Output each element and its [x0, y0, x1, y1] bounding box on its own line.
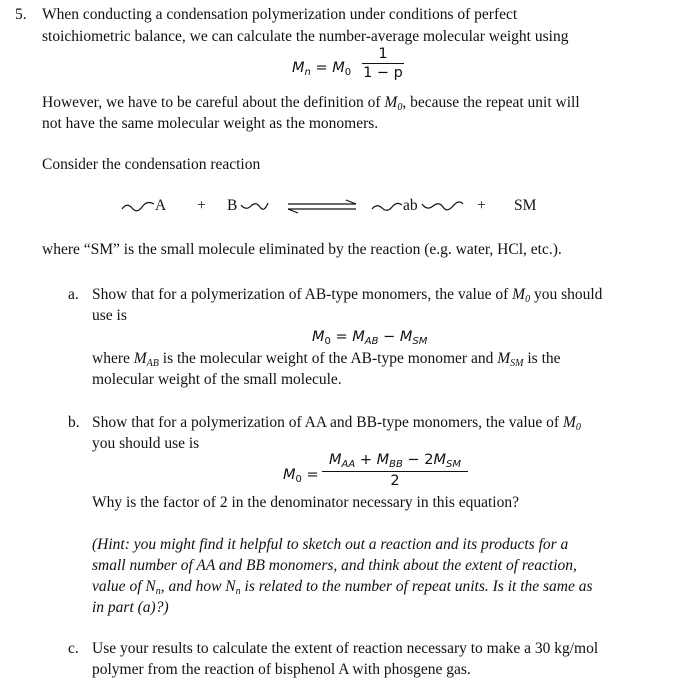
polymer-chain-squiggle-icon [421, 200, 465, 214]
fraction-numerator: $M_{AA} + M_{BB} - 2M_{SM}$ [329, 452, 461, 470]
hint-line-1: (Hint: you might find it helpful to sketch out a reaction and its products for a [92, 536, 569, 553]
part-b-why: Why is the factor of 2 in the denominator necessary in this equation? [92, 494, 519, 511]
hint-line-4: in part (a)?) [92, 599, 169, 616]
part-c-line-1: Use your results to calculate the extent of reaction necessary to make a 30 kg/mol [92, 640, 599, 657]
polymer-chain-squiggle-icon [370, 200, 404, 214]
plus-sign: + [477, 197, 486, 214]
part-b-line-1: Show that for a polymerization of AA and BB-type monomers, the value of $M_0$ [92, 414, 581, 433]
part-a-where-line: where $M_{AB}$ is the molecular weight of the AB-type monomer and $M_{SM}$ is the [92, 350, 561, 369]
fraction-denominator: 2 [390, 473, 400, 489]
where-sm-text: where “SM” is the small molecule eliminated by the reaction (e.g. water, HCl, etc.). [42, 241, 562, 258]
part-c-line-2: polymer from the reaction of bisphenol A with phosgene gas. [92, 661, 471, 678]
intro-line-1: When conducting a condensation polymerization under conditions of perfect [42, 6, 518, 23]
equation-mn-fraction [362, 46, 404, 81]
consider-text: Consider the condensation reaction [42, 156, 261, 173]
part-a-label: a. [68, 286, 79, 303]
hint-line-2: small number of AA and BB monomers, and think about the extent of reaction, [92, 557, 577, 574]
careful-line-2: not have the same molecular weight as the monomers. [42, 115, 379, 132]
equation-m0-aabb-lhs: $M_0$ = [283, 467, 319, 485]
fraction-numerator: 1 [378, 46, 388, 62]
part-c-label: c. [68, 640, 79, 657]
part-b-label: b. [68, 414, 80, 431]
equation-m0-aabb-fraction [322, 452, 468, 489]
polymer-chain-squiggle-icon [120, 200, 156, 214]
part-b-line-2: you should use is [92, 435, 200, 452]
equilibrium-arrows-icon [286, 199, 358, 215]
part-a-line-1: Show that for a polymerization of AB-type monomers, the value of $M_0$ you should [92, 286, 603, 305]
reactant-a: A [155, 197, 167, 214]
plus-sign: + [197, 197, 206, 214]
part-a-line-2: use is [92, 307, 127, 324]
problem-number: 5. [15, 6, 27, 23]
equation-mn: $M_n = M_0$ [292, 60, 352, 78]
polymer-chain-squiggle-icon [240, 200, 270, 214]
equation-m0-ab: $M_0 = M_{AB} - M_{SM}$ [312, 329, 428, 347]
careful-line-1: However, we have to be careful about the definition of $M_0$, because the repeat unit will [42, 94, 580, 113]
reactant-b: B [227, 197, 238, 214]
intro-line-2: stoichiometric balance, we can calculate the number-average molecular weight using [42, 28, 569, 45]
hint-line-3: value of $N_n$, and how $N_n$ is related to the number of repeat units. Is it the same as [92, 578, 593, 597]
part-a-last-line: molecular weight of the small molecule. [92, 371, 342, 388]
fraction-denominator: 1 − p [363, 65, 403, 81]
product-ab: ab [403, 197, 418, 214]
small-molecule: SM [514, 197, 537, 214]
